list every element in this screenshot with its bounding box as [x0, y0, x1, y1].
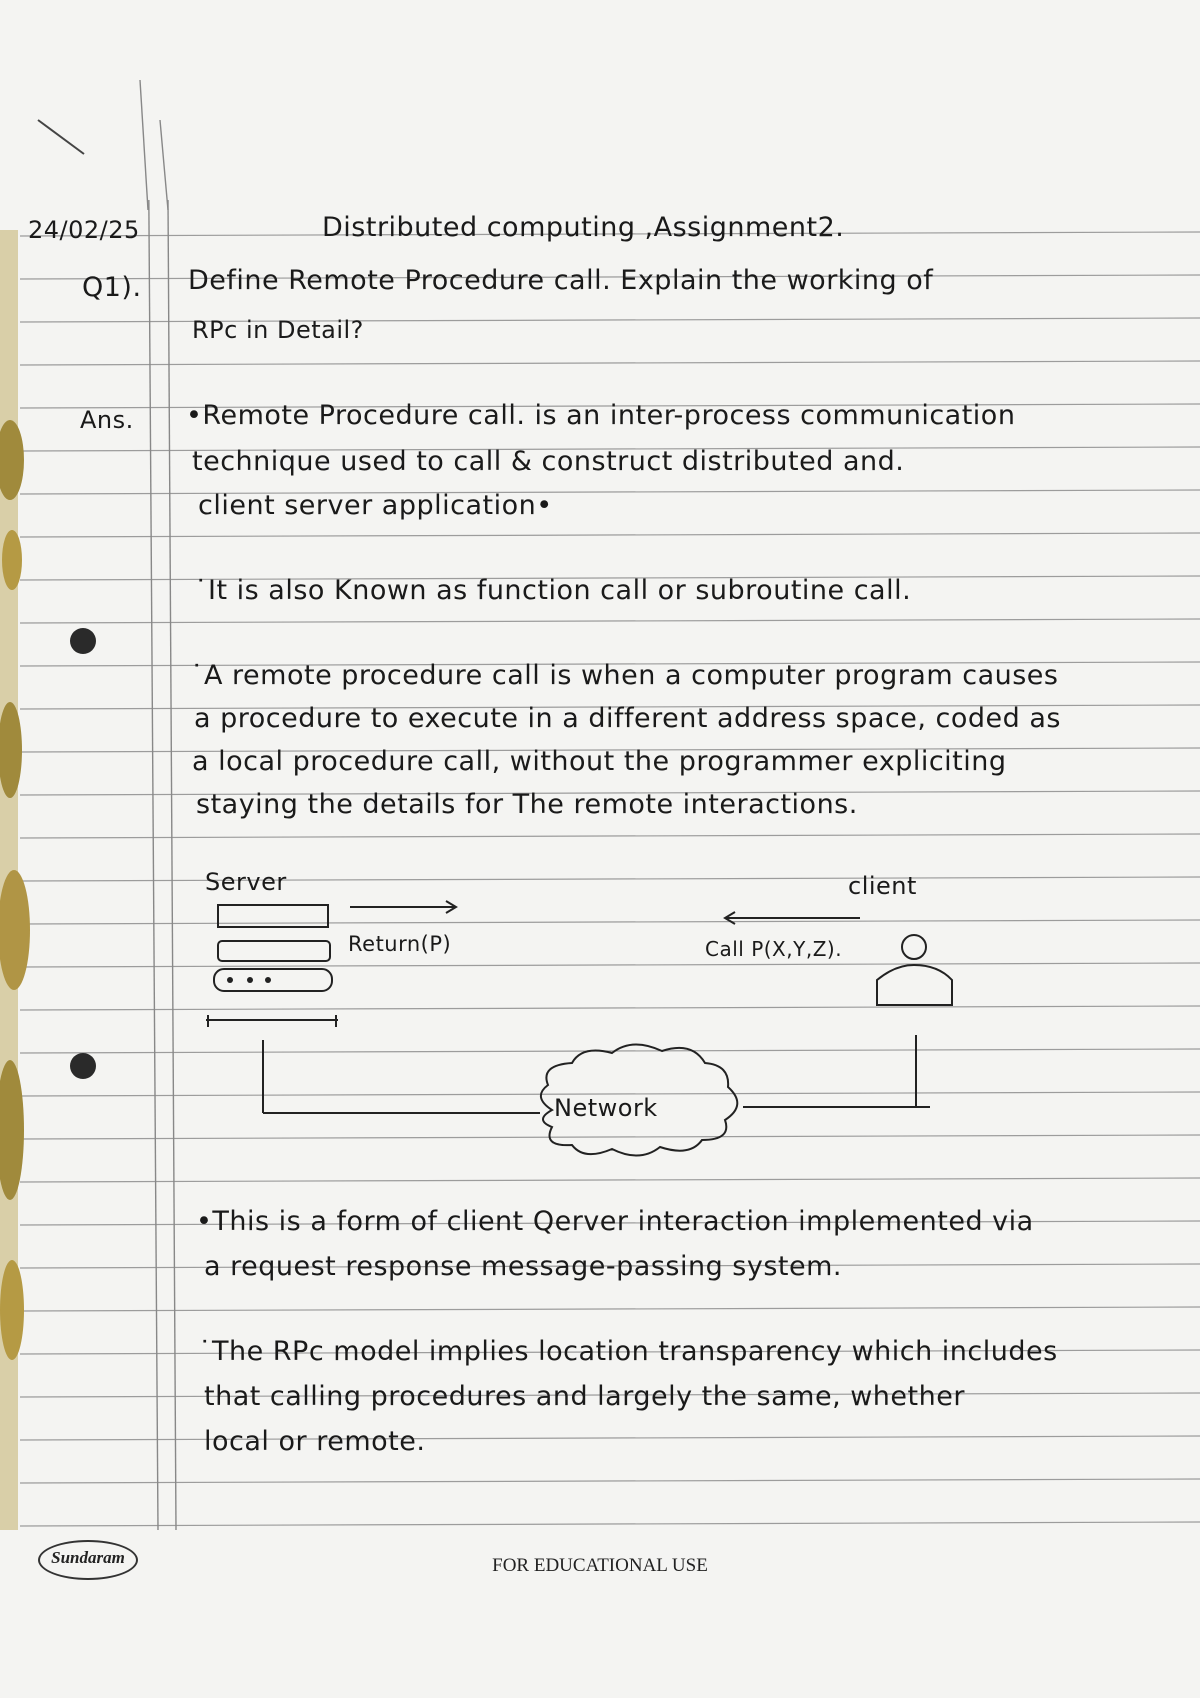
margin-top	[0, 80, 200, 210]
ruled-line	[20, 1522, 1200, 1526]
page-title: Distributed computing ,Assignment2.	[322, 212, 845, 243]
punch-hole-bottom	[70, 1053, 96, 1079]
question-number: Q1).	[82, 272, 142, 303]
client-label: client	[848, 872, 917, 900]
answer-p5-line-2: that calling procedures and largely the same, whether	[204, 1381, 965, 1412]
ruled-line	[20, 1307, 1200, 1311]
answer-p4-line-1: •This is a form of client Qerver interaction implemented via	[196, 1206, 1034, 1237]
server-box-2	[218, 941, 330, 961]
answer-label: Ans.	[80, 406, 134, 434]
binding-pattern	[0, 230, 60, 1530]
call-label: Call P(X,Y,Z).	[705, 937, 843, 961]
answer-p3-line-2: a procedure to execute in a different address space, coded as	[194, 703, 1061, 734]
answer-p1-line-2: technique used to call & construct distributed and.	[192, 446, 905, 477]
answer-p3-line-4: staying the details for The remote interactions.	[196, 789, 858, 820]
ruled-line	[20, 1178, 1200, 1182]
ruled-line	[20, 1479, 1200, 1483]
return-label: Return(P)	[348, 932, 452, 956]
ruled-line	[20, 834, 1200, 838]
ruled-line	[20, 619, 1200, 623]
footer-note: FOR EDUCATIONAL USE	[492, 1555, 708, 1576]
answer-p2: ˙It is also Known as function call or subroutine call.	[194, 575, 912, 606]
ruled-line	[20, 533, 1200, 537]
answer-p3-line-3: a local procedure call, without the programmer expliciting	[192, 746, 1007, 777]
answer-p5-line-3: local or remote.	[204, 1426, 426, 1457]
answer-p5-line-1: ˙The RPc model implies location transparency which includes	[198, 1336, 1058, 1367]
brand-logo: Sundaram	[38, 1540, 138, 1580]
answer-p3-line-1: ˙A remote procedure call is when a computer program causes	[190, 660, 1059, 691]
date-text: 24/02/25	[28, 216, 140, 244]
ruled-line	[20, 490, 1200, 494]
answer-p1-line-1: •Remote Procedure call. is an inter-process communication	[186, 400, 1016, 431]
server-label: Server	[205, 868, 287, 896]
punch-hole-top	[70, 628, 96, 654]
client-head	[902, 935, 926, 959]
client-body	[877, 965, 952, 1005]
answer-p1-line-3: client server application•	[198, 490, 553, 521]
server-box-1	[218, 905, 328, 927]
question-line-2: RPc in Detail?	[192, 316, 364, 344]
network-label: Network	[554, 1094, 658, 1122]
ruled-line	[20, 1436, 1200, 1440]
answer-p4-line-2: a request response message-passing system.	[204, 1251, 842, 1282]
ruled-line	[20, 361, 1200, 365]
question-line-1: Define Remote Procedure call. Explain the working of	[188, 265, 934, 296]
